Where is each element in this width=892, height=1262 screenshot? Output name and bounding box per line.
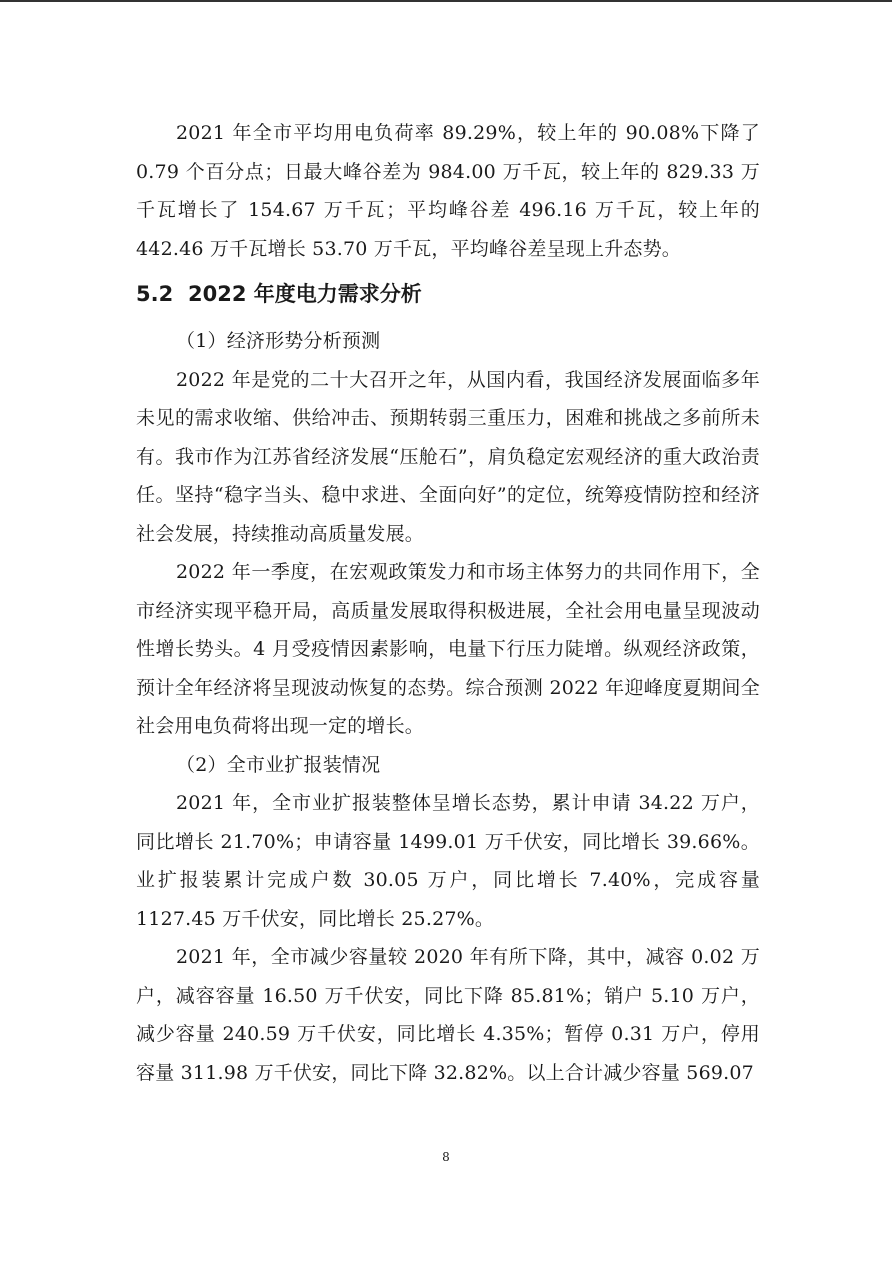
- paragraph-expansion-2: 2021 年，全市减少容量较 2020 年有所下降，其中，减容 0.02 万户，减容容量 16.50 万千伏安，同比下降 85.81%；销户 5.10 万户，减少容量 240.59 万千伏安，同比增长 4.35%；暂停 0.31 万户，停用容量 311.98 万千伏安，同比下降 32.82%。以上合计减少容量 569.07: [136, 946, 760, 1084]
- section-number: 5.2: [136, 282, 174, 306]
- section-title: 2022 年度电力需求分析: [188, 282, 422, 306]
- paragraph-expansion-1: 2021 年，全市业扩报装整体呈增长态势，累计申请 34.22 万户，同比增长 21.70%；申请容量 1499.01 万千伏安，同比增长 39.66%。业扩报装累计完成户数 30.05 万户，同比增长 7.40%，完成容量 1127.45 万千伏安，同比增长 25.27%。: [136, 792, 760, 930]
- subsection-heading-economy: （1）经济形势分析预测: [176, 330, 381, 352]
- paragraph-economy-2: 2022 年一季度，在宏观政策发力和市场主体努力的共同作用下，全市经济实现平稳开局，高质量发展取得积极进展，全社会用电量呈现波动性增长势头。4 月受疫情因素影响，电量下行压力陡增。纵观经济政策，预计全年经济将呈现波动恢复的态势。综合预测 2022 年迎峰度夏期间全社会用电负荷将出现一定的增长。: [136, 561, 760, 737]
- document-page: [136, 114, 760, 1092]
- top-border-line: [0, 0, 892, 2]
- paragraph-economy-1: 2022 年是党的二十大召开之年，从国内看，我国经济发展面临多年未见的需求收缩、供给冲击、预期转弱三重压力，困难和挑战之多前所未有。我市作为江苏省经济发展“压舱石”，肩负稳定宏观经济的重大政治责任。坚持“稳字当头、稳中求进、全面向好”的定位，统筹疫情防控和经济社会发展，持续推动高质量发展。: [136, 368, 760, 545]
- subsection-heading-expansion: （2）全市业扩报装情况: [176, 753, 381, 776]
- page-number: 8: [442, 1150, 450, 1164]
- paragraph-load-rate: 2021 年全市平均用电负荷率 89.29%，较上年的 90.08%下降了 0.79 个百分点；日最大峰谷差为 984.00 万千瓦，较上年的 829.33 万千瓦增长了 154.67 万千瓦；平均峰谷差 496.16 万千瓦，较上年的 442.46 万千瓦增长 53.70 万千瓦，平均峰谷差呈现上升态势。: [136, 122, 760, 260]
- section-heading: [136, 274, 760, 314]
